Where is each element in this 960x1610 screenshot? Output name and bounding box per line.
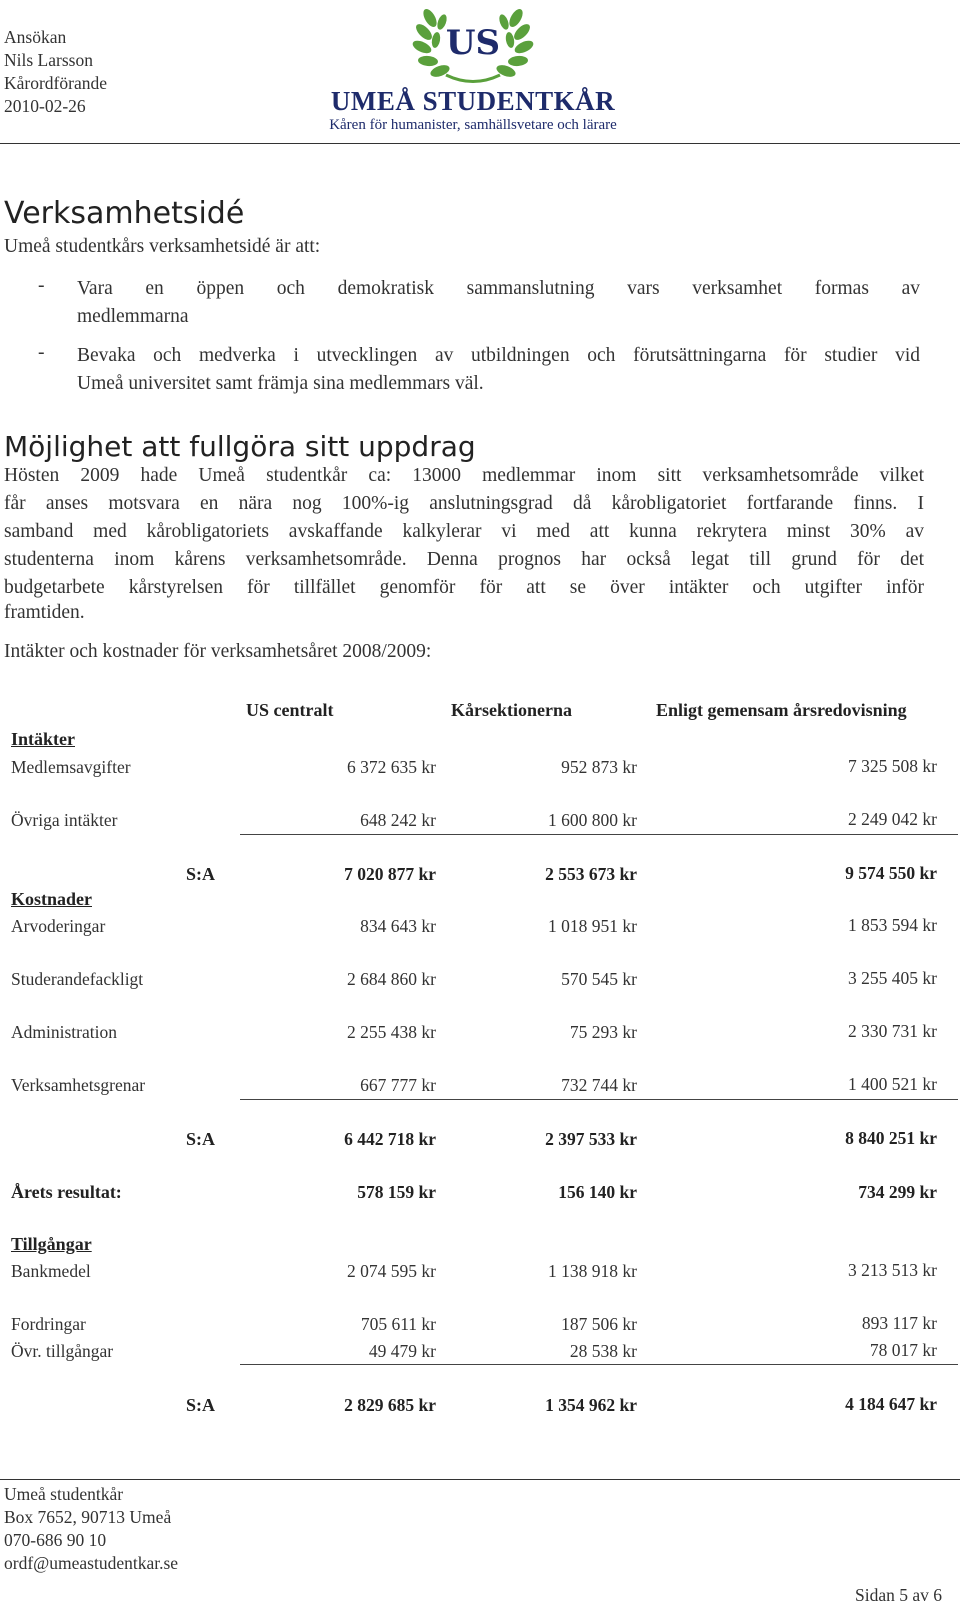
- footer-email: ordf@umeastudentkar.se: [4, 1553, 179, 1573]
- cell: 49 479 kr: [368, 1341, 436, 1361]
- row-label-fordringar: Fordringar: [11, 1314, 86, 1334]
- heading-verksamhetside: Verksamhetsidé: [4, 196, 245, 231]
- logo-monogram: US: [445, 23, 501, 63]
- col-header-us-centralt: US centralt: [246, 700, 334, 720]
- heading-mojlighet: Möjlighet att fullgöra sitt uppdrag: [4, 430, 476, 463]
- cell: 156 140 kr: [558, 1182, 637, 1202]
- cell: 9 574 550 kr: [845, 863, 937, 883]
- paragraph-line-6: framtiden.: [4, 602, 85, 623]
- meta-type: Ansökan: [4, 27, 67, 47]
- cell: 1 600 800 kr: [548, 810, 637, 830]
- row-label-ovriga-intakter: Övriga intäkter: [11, 810, 118, 830]
- cell: 732 744 kr: [561, 1075, 637, 1095]
- row-label-arvoderingar: Arvoderingar: [11, 916, 106, 936]
- sum-rule: [240, 1099, 958, 1100]
- row-label-studerandefackligt: Studerandefackligt: [11, 969, 144, 989]
- cell: 78 017 kr: [869, 1340, 937, 1360]
- bullet-1-line-1: Vara en öppen och demokratisk sammanslutning vars verksamhet formas av: [77, 278, 920, 299]
- bullet-2-line-2: Umeå universitet samt främja sina medlemmars väl.: [77, 373, 484, 394]
- meta-date: 2010-02-26: [4, 96, 86, 116]
- sum-rule: [240, 834, 958, 835]
- cell: 3 255 405 kr: [848, 968, 937, 988]
- row-label-bankmedel: Bankmedel: [11, 1261, 91, 1281]
- bullet-2-line-1: Bevaka och medverka i utvecklingen av utbildningen och förutsättningarna för studier vid: [77, 345, 920, 366]
- page-number: Sidan 5 av 6: [854, 1585, 942, 1605]
- cell: 667 777 kr: [360, 1075, 436, 1095]
- laurel-logo-icon: [318, 0, 628, 90]
- section-kostnader: Kostnader: [11, 889, 92, 909]
- cell: 2 397 533 kr: [545, 1129, 637, 1149]
- row-label-administration: Administration: [11, 1022, 117, 1042]
- cell: 1 400 521 kr: [848, 1074, 937, 1094]
- row-label-ovr-tillgangar: Övr. tillgångar: [11, 1341, 114, 1361]
- brand-name: UMEÅ STUDENTKÅR: [330, 86, 616, 116]
- cell: 2 829 685 kr: [344, 1395, 436, 1415]
- cell: 75 293 kr: [569, 1022, 637, 1042]
- cell: 6 442 718 kr: [344, 1129, 436, 1149]
- cell: 7 020 877 kr: [344, 864, 436, 884]
- cell: 3 213 513 kr: [848, 1260, 937, 1280]
- row-label-arets-resultat: Årets resultat:: [11, 1182, 122, 1202]
- brand-subtitle: Kåren för humanister, samhällsvetare och lärare: [329, 117, 617, 133]
- cell: 2 074 595 kr: [347, 1261, 436, 1281]
- cell: 1 354 962 kr: [545, 1395, 637, 1415]
- cell: 2 684 860 kr: [347, 969, 436, 989]
- footer-phone: 070-686 90 10: [4, 1530, 107, 1550]
- cell: 578 159 kr: [357, 1182, 436, 1202]
- sum-label: S:A: [186, 864, 216, 884]
- section-intakter: Intäkter: [11, 729, 75, 749]
- row-label-verksamhetsgrenar: Verksamhetsgrenar: [11, 1075, 146, 1095]
- footer-org: Umeå studentkår: [4, 1484, 124, 1504]
- cell: 705 611 kr: [360, 1314, 436, 1334]
- cell: 28 538 kr: [569, 1341, 637, 1361]
- footer-address: Box 7652, 90713 Umeå: [4, 1507, 172, 1527]
- cell: 2 255 438 kr: [347, 1022, 436, 1042]
- table-caption: Intäkter och kostnader för verksamhetsåret 2008/2009:: [4, 641, 432, 662]
- cell: 2 330 731 kr: [848, 1021, 937, 1041]
- cell: 7 325 508 kr: [848, 756, 937, 776]
- paragraph-line-3: samband med kårobligatoriets avskaffande kalkylerar vi med att kunna rekrytera minst 30% av: [4, 521, 924, 542]
- row-label-medlemsavgifter: Medlemsavgifter: [11, 757, 131, 777]
- cell: 1 853 594 kr: [848, 915, 937, 935]
- section-tillgangar: Tillgångar: [11, 1234, 92, 1254]
- cell: 2 553 673 kr: [545, 864, 637, 884]
- bullet-dash-2: -: [38, 342, 45, 363]
- cell: 570 545 kr: [561, 969, 637, 989]
- sum-label: S:A: [186, 1395, 216, 1415]
- bullet-1-line-2: medlemmarna: [77, 306, 189, 327]
- paragraph-line-1: Hösten 2009 hade Umeå studentkår ca: 13000 medlemmar inom sitt verksamhetsområde vilket: [4, 465, 924, 486]
- cell: 834 643 kr: [360, 916, 436, 936]
- footer-divider: [0, 1479, 960, 1480]
- paragraph-line-2: får anses motsvara en nära nog 100%-ig anslutningsgrad då kårobligatoriet fortfarande finns. I: [4, 493, 924, 514]
- cell: 1 138 918 kr: [548, 1261, 637, 1281]
- cell: 1 018 951 kr: [548, 916, 637, 936]
- bullet-dash-1: -: [38, 275, 45, 296]
- col-header-karsektionerna: Kårsektionerna: [451, 700, 572, 720]
- cell: 893 117 kr: [861, 1313, 937, 1333]
- cell: 734 299 kr: [858, 1182, 937, 1202]
- cell: 4 184 647 kr: [845, 1394, 937, 1414]
- meta-author: Nils Larsson: [4, 50, 93, 70]
- cell: 952 873 kr: [561, 757, 637, 777]
- sum-rule: [240, 1364, 958, 1365]
- section1-intro: Umeå studentkårs verksamhetsidé är att:: [4, 236, 321, 257]
- paragraph-line-5: budgetarbete kårstyrelsen för tillfället genomför för att se över intäkter och utgifter inför: [4, 577, 924, 598]
- col-header-arsredovisning: Enligt gemensam årsredovisning: [656, 700, 907, 720]
- cell: 648 242 kr: [360, 810, 436, 830]
- cell: 187 506 kr: [561, 1314, 637, 1334]
- meta-role: Kårordförande: [4, 73, 108, 93]
- cell: 6 372 635 kr: [347, 757, 436, 777]
- sum-label: S:A: [186, 1129, 216, 1149]
- paragraph-line-4: studenterna inom kårens verksamhetsområde. Denna prognos har också legat till grund för det: [4, 549, 924, 570]
- header-divider: [0, 143, 960, 144]
- cell: 2 249 042 kr: [848, 809, 937, 829]
- cell: 8 840 251 kr: [845, 1128, 937, 1148]
